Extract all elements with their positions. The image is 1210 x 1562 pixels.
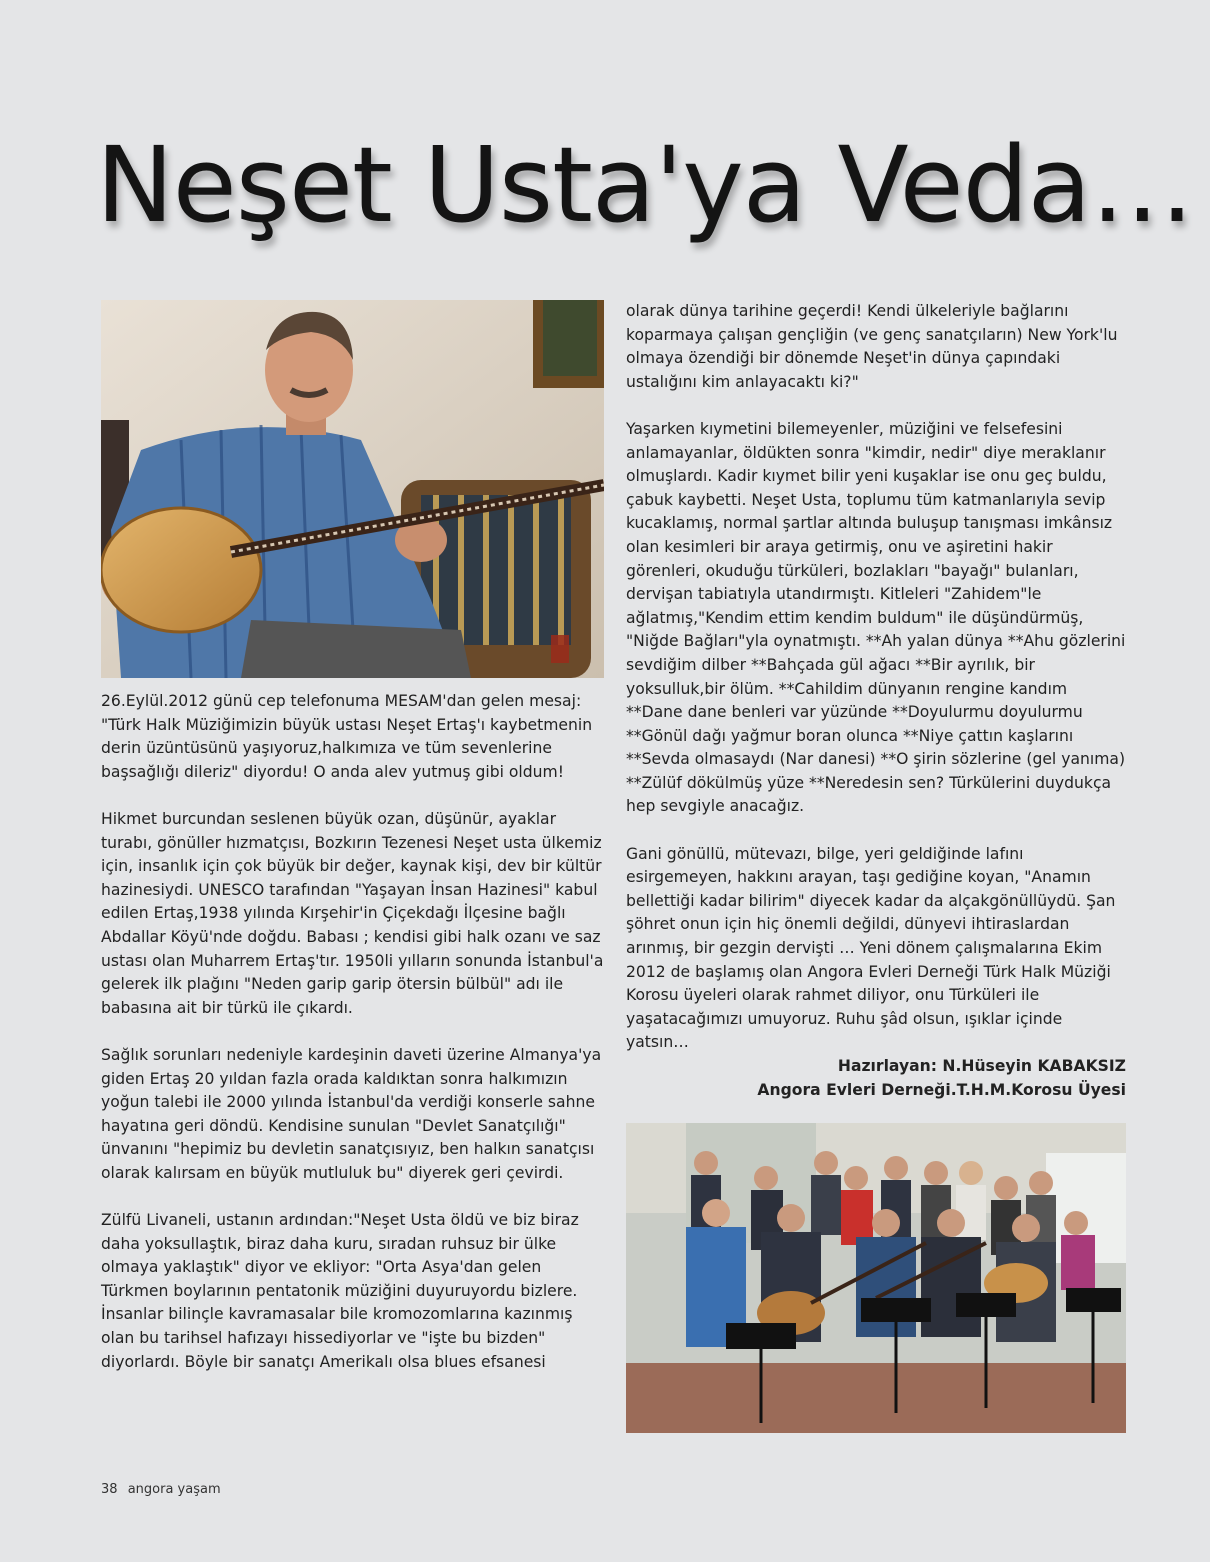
paragraph: Hikmet burcundan seslenen büyük ozan, düşünür, ayaklar turabı, gönüller hızmatçısı, Bozkırın Tezenesi Neşet usta ülkemiz için, insanlık için çok büyük bir değer, kaynak kişi, dev bir kültür hazinesiydi. UNESCO tarafından "Yaşayan İnsan Hazinesi" kabul edilen Ertaş,1938 yılında Kırşehir'in Çiçekdağı İlçesine bağlı Abdallar Köyü'nde doğdu. Babası ; kendisi gibi halk ozanı ve saz ustası olan Muharrem Ertaş'tır. 1950li yılların sonunda İstanbul'a gelerek ilk plağını "Neden garip garip ötersin bülbül" adı ile babasına ait bir türkü ile çıkardı. <box>101 809 604 1017</box>
article-title: Neşet Usta'ya Veda… <box>96 124 1194 246</box>
magazine-name: angora yaşam <box>127 1482 221 1497</box>
paragraph: olarak dünya tarihine geçerdi! Kendi ülkeleriyle bağlarını koparmaya çalışan gençliğin (ve genç sanatçıların) New York'lu olmaya özendiği bir dönemde Neşet'in dünya çapındaki ustalığını kim anlayacaktı ki?" <box>626 302 1118 391</box>
right-column <box>626 300 1126 1102</box>
paragraph: Gani gönüllü, mütevazı, bilge, yeri geldiğinde lafını esirgemeyen, hakkını arayan, taşı gediğine koyan, "Anamın bellettiği kadar bilirim" diyecek kadar da alçakgönüllüydü. Şan şöhret onun için hiç önemli değildi, dünyevi ihtiraslardan arınmış, bir gezgin dervişti … Yeni dönem çalışmalarına Ekim 2012 de başlamış olan Angora Evleri Derneği Türk Halk Müziği Korosu üyeleri olarak rahmet diliyor, onu Türküleri ile yaşatacağımızı umuyoruz. Ruhu şâd olsun, ışıklar içinde yatsın… <box>626 844 1116 1052</box>
paragraph: Zülfü Livaneli, ustanın ardından:"Neşet Usta öldü ve biz biraz daha yoksullaştık, biraz daha kuru, sıradan ruhsuz bir ülke olmaya yaklaştık" diyor ve ekliyor: "Orta Asya'dan gelen Türkmen boylarının pentatonik müziğini duyuruyordu bizlere. İnsanlar bilinçle kavramasalar bile kromozomlarına kazınmış olan bu tarihsel hafızayı hissediyorlar ve "işte bu bizden" diyorlardı. Böyle bir sanatçı Amerikalı olsa blues efsanesi <box>101 1211 579 1371</box>
page-number: 38 <box>101 1482 118 1497</box>
paragraph: Sağlık sorunları nedeniyle kardeşinin daveti üzerine Almanya'ya giden Ertaş 20 yıldan fazla orada kaldıktan sonra halkımızın yoğun talebi ile 2000 yılında İstanbul'da verdiği konserle sahne hayatına geri döndü. Kendisine sunulan "Devlet Sanatçılığı" ünvanını "hepimiz bu devletin sanatçısıyız, ben halkın sanatçısı olarak kalırsam en büyük mutluluk bu" diyerek geri çevirdi. <box>101 1045 602 1182</box>
author-name: Hazırlayan: N.Hüseyin KABAKSIZ <box>837 1057 1126 1075</box>
choir-group-photo <box>626 1123 1126 1433</box>
saz-player-photo <box>101 300 604 678</box>
left-column <box>101 690 605 1398</box>
author-credit <box>626 1055 1126 1102</box>
paragraph: 26.Eylül.2012 günü cep telefonuma MESAM'dan gelen mesaj: "Türk Halk Müziğimizin büyük ustası Neşet Ertaş'ı kaybetmenin derin üzüntüsünü yaşıyoruz,halkımıza ve tüm sevenlerine başsağlığı dileriz" diyordu! O anda alev yutmuş gibi oldum! <box>101 692 593 781</box>
paragraph: Yaşarken kıymetini bilemeyenler, müziğini ve felsefesini anlamayanlar, öldükten sonra "kimdir, nedir" diye meraklanır olmuşlardı. Kadir kıymet bilir yeni kuşaklar ise onu geç buldu, çabuk kaybetti. Neşet Usta, toplumu tüm katmanlarıyla sevip kucaklamış, normal şartlar altında buluşup tanışması imkânsız olan kesimleri bir araya getirmiş, onu ve aşiretini hakir görenleri, okuduğu türküleri, bozlakları "bayağı" bulanları, dervişan tabiatıyla utandırmıştı. Kitleleri "Zahidem"le ağlatmış,"Kendim ettim kendim buldum" ile düşündürmüş, "Niğde Bağları"yla oynatmıştı. **Ah yalan dünya **Ahu gözlerini sevdiğim dilber **Bahçada gül ağacı **Bir ayrılık, bir yoksulluk,bir ölüm. **Cahildim dünyanın rengine kandım **Dane dane benleri var yüzünde **Doyulurmu doyulurmu **Gönül dağı yağmur boran olunca **Niye çattın kaşlarını **Sevda olmasaydı (Nar danesi) **O şirin sözlerine (gel yanıma) **Zülüf dökülmüş yüze **Neredesin sen? Türkülerini duydukça hep sevgiyle anacağız. <box>626 419 1126 816</box>
page-footer <box>101 1482 227 1497</box>
author-affiliation: Angora Evleri Derneği.T.H.M.Korosu Üyesi <box>757 1080 1126 1099</box>
